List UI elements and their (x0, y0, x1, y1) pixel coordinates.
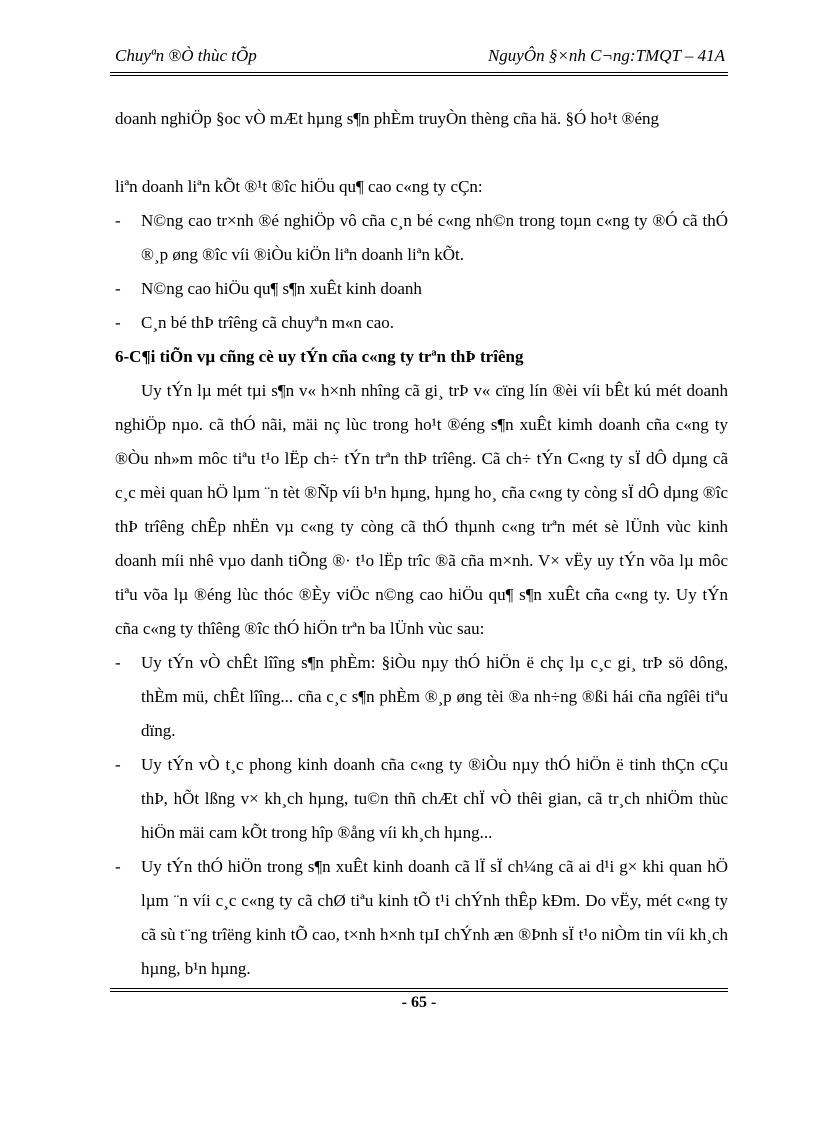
list-item: - Uy tÝn vÒ chÊt lîîng s¶n phÈm: §iÒu nµy thÓ hiÖn ë chç lµ c¸c gi¸ trÞ sö dông, thÈm mü, chÊt lîîng... cña c¸c s¶n phÈm ®¸p øng tèi ®a nh÷ng ®ßi hái cña ngîêi tiªu dïng. (115, 653, 728, 740)
blank-line (115, 136, 728, 170)
header-rule-top (110, 72, 728, 73)
list-item: - C¸n bé thÞ trîêng cã chuyªn m«n cao. (115, 313, 395, 332)
paragraph-2: liªn doanh liªn kÕt ®¹t ®îc hiÖu qu¶ cao c«ng ty cÇn: (115, 177, 483, 196)
header-author-right: NguyÔn §×nh C¬ng:TMQT – 41A (487, 46, 725, 65)
paragraph-3: Uy tÝn lµ mét tµi s¶n v« h×nh nhîng cã gi¸ trÞ v« cïng lín ®èi víi bÊt kú mét doanh nghiÖp nµo. cã thÓ nãi, mäi nç lùc trong ho¹t ®éng s¶n xuÊt kimh doanh cña c«ng ty ®Òu nh»m môc tiªu t¹o lËp ch÷ tÝn trªn thÞ trîêng. Cã ch÷ tÝn C«ng ty sÏ dÔ dµng cã c¸c mèi quan hÖ lµm ¨n tèt ®Ñp víi b¹n hµng, hµng ho¸ cña c«ng ty còng sÏ dÔ dµng ®îc thÞ trîêng chÊp nhËn vµ c«ng ty còng cã thÓ thµnh c«ng trªn mét sè lÜnh vùc kinh doanh míi nhê vµo danh tiÕng ®· t¹o lËp trîc ®ã cña m×nh. V× vËy uy tÝn võa lµ môc tiªu võa lµ ®éng lùc thóc ®Èy viÖc n©ng cao hiÖu qu¶ s¶n xuÊt cña c«ng ty. Uy tÝn cña c«ng ty thîêng ®îc thÓ hiÖn trªn ba lÜnh vùc sau: (115, 381, 728, 638)
header-rule-bottom (110, 75, 728, 76)
page-header (115, 44, 725, 70)
document-body (115, 102, 728, 986)
list-item: - N©ng cao tr×nh ®é nghiÖp vô cña c¸n bé c«ng nh©n trong toµn c«ng ty ®Ó cã thÓ ®¸p øng ®îc víi ®iÒu kiÖn liªn doanh liªn kÕt. (115, 211, 728, 264)
list-item: - Uy tÝn thÓ hiÖn trong s¶n xuÊt kinh doanh cã lÏ sÏ ch¼ng cã ai d¹i g× khi quan hÖ lµm ¨n víi c¸c c«ng ty cã chØ tiªu kinh tÕ t¹i chÝnh thÊp kÐm. Do vËy, mét c«ng ty cã sù t¨ng trîëng kinh tÕ cao, t×nh h×nh tµI chÝnh æn ®Þnh sÏ t¹o niÒm tin víi kh¸ch hµng, b¹n hµng. (115, 857, 728, 978)
list-item: - N©ng cao hiÖu qu¶ s¶n xuÊt kinh doanh (115, 279, 422, 298)
header-title-left: Chuyªn ®Ò thùc tÕp (115, 46, 257, 65)
section-heading: 6-C¶i tiÕn vµ cñng cè uy tÝn cña c«ng ty trªn thÞ trîêng (115, 347, 524, 366)
paragraph-1: doanh nghiÖp §oc vÒ mÆt hµng s¶n phÈm truyÒn thèng cña hä. §Ó ho¹t ®éng (115, 109, 660, 128)
page-number: - 65 - (401, 994, 437, 1011)
list-item: - Uy tÝn vÒ t¸c phong kinh doanh cña c«ng ty ®iÒu nµy thÓ hiÖn ë tinh thÇn cÇu thÞ, hÕt lßng v× kh¸ch hµng, tu©n thñ chÆt chÏ vÒ thêi gian, cã tr¸ch nhiÖm thùc hiÖn mäi cam kÕt trong hîp ®ång víi kh¸ch hµng... (115, 755, 728, 842)
